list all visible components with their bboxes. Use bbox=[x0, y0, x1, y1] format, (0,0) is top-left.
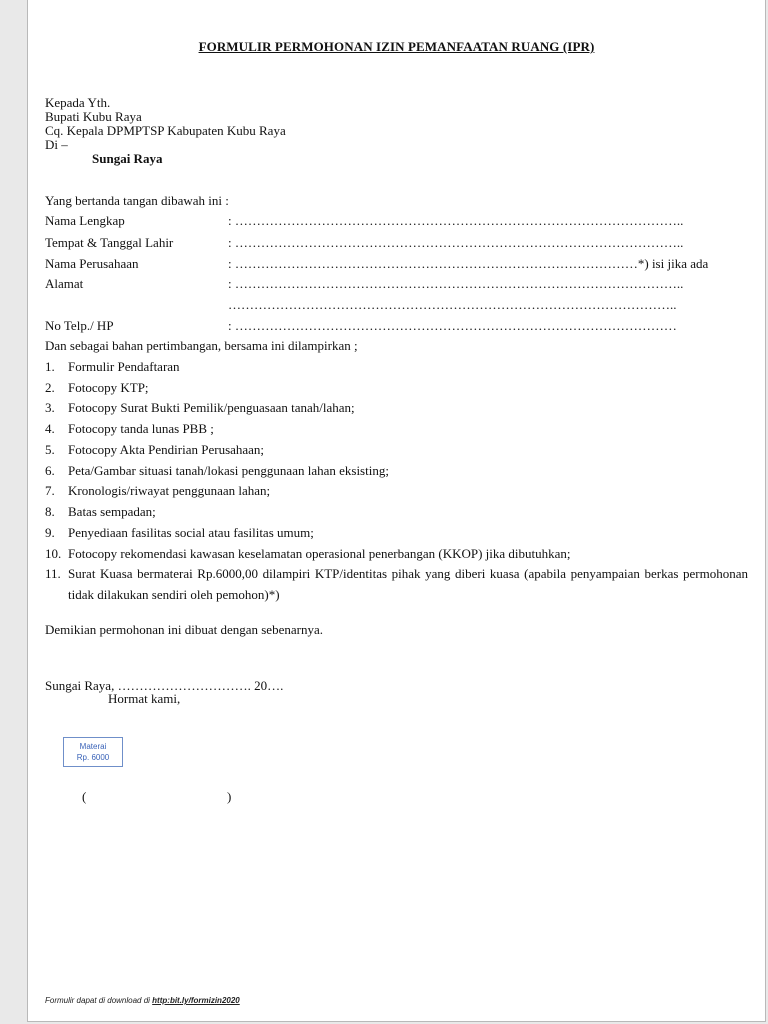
list-number: 6. bbox=[45, 463, 55, 478]
field-value-line[interactable]: ………………………………………………………………………………………….. bbox=[228, 297, 677, 312]
field-birth-place-date bbox=[28, 235, 767, 251]
list-text: Formulir Pendaftaran bbox=[68, 359, 180, 374]
regards: Hormat kami, bbox=[108, 691, 181, 706]
list-number: 7. bbox=[45, 483, 55, 498]
document-title: FORMULIR PERMOHONAN IZIN PEMANFAATAN RUANG (IPR) bbox=[198, 39, 595, 54]
field-full-name bbox=[28, 213, 767, 229]
recipient-name: Bupati Kubu Raya bbox=[45, 109, 142, 124]
list-number: 9. bbox=[45, 525, 55, 540]
list-number: 1. bbox=[45, 359, 55, 374]
field-company-name bbox=[28, 256, 767, 272]
list-text: Penyediaan fasilitas social atau fasilitas umum; bbox=[68, 525, 314, 540]
footer-note bbox=[45, 996, 240, 1005]
stamp-duty-box bbox=[63, 737, 123, 767]
list-number: 2. bbox=[45, 380, 55, 395]
list-text: Fotocopy KTP; bbox=[68, 380, 149, 395]
list-text: Fotocopy Surat Bukti Pemilik/penguasaan tanah/lahan; bbox=[68, 400, 355, 415]
recipient-at: Di – bbox=[45, 137, 68, 152]
field-value-line[interactable]: : ………………………………………………………………………………………….. bbox=[228, 276, 684, 291]
footer-text: Formulir dapat di download di bbox=[45, 996, 153, 1005]
list-text: Fotocopy Akta Pendirian Perusahaan; bbox=[68, 442, 265, 457]
field-label: Nama Lengkap bbox=[45, 213, 125, 228]
field-label: Alamat bbox=[45, 276, 84, 291]
list-text: Fotocopy tanda lunas PBB ; bbox=[68, 421, 214, 436]
download-link[interactable]: http:bit.ly/formizin2020 bbox=[152, 996, 240, 1005]
list-number: 11. bbox=[45, 566, 61, 581]
field-label: Nama Perusahaan bbox=[45, 256, 139, 271]
list-item bbox=[28, 566, 767, 610]
signature-name-field[interactable] bbox=[92, 789, 222, 805]
place-date-line[interactable]: Sungai Raya, …………………………. 20…. bbox=[45, 678, 284, 693]
list-number: 3. bbox=[45, 400, 55, 415]
list-number: 10. bbox=[45, 546, 62, 561]
field-value-line[interactable]: : ………………………………………………………………………………………… bbox=[228, 318, 677, 333]
list-number: 4. bbox=[45, 421, 55, 436]
field-value-line[interactable]: : ………………………………………………………………………………………….. bbox=[228, 235, 684, 250]
list-text: Batas sempadan; bbox=[68, 504, 156, 519]
signature-open-paren: ( bbox=[82, 789, 87, 804]
signature-close-paren: ) bbox=[227, 789, 232, 804]
recipient-attention: Cq. Kepala DPMPTSP Kabupaten Kubu Raya bbox=[45, 123, 286, 138]
field-label: No Telp./ HP bbox=[45, 318, 114, 333]
stamp-label: Materai bbox=[79, 742, 107, 751]
intro-text: Yang bertanda tangan dibawah ini : bbox=[45, 193, 229, 208]
recipient-city: Sungai Raya bbox=[92, 151, 163, 166]
document-page bbox=[27, 0, 766, 1022]
field-value-line[interactable]: : …………………………………………………………………………………*) isi jika ada bbox=[228, 256, 709, 271]
list-text: Peta/Gambar situasi tanah/lokasi penggunaan lahan eksisting; bbox=[68, 463, 389, 478]
list-text: Kronologis/riwayat penggunaan lahan; bbox=[68, 483, 271, 498]
list-number: 8. bbox=[45, 504, 55, 519]
list-text: Fotocopy rekomendasi kawasan keselamatan operasional penerbangan (KKOP) jika dibutuhkan; bbox=[68, 546, 571, 561]
closing-statement: Demikian permohonan ini dibuat dengan sebenarnya. bbox=[45, 622, 323, 637]
field-value-line[interactable]: : ………………………………………………………………………………………….. bbox=[228, 213, 684, 228]
list-number: 5. bbox=[45, 442, 55, 457]
attachments-intro: Dan sebagai bahan pertimbangan, bersama ini dilampirkan ; bbox=[45, 338, 358, 353]
field-phone bbox=[28, 318, 767, 334]
list-text: Surat Kuasa bermaterai Rp.6000,00 dilampiri KTP/identitas pihak yang diberi kuasa (apabila penyampaian berkas permohonan tidak dilakukan sendiri oleh pemohon)*) bbox=[68, 566, 748, 602]
field-address bbox=[28, 276, 767, 292]
stamp-amount: Rp. 6000 bbox=[76, 753, 110, 762]
recipient-greeting: Kepada Yth. bbox=[45, 95, 111, 110]
field-address-continued bbox=[28, 297, 767, 313]
field-label: Tempat & Tanggal Lahir bbox=[45, 235, 174, 250]
